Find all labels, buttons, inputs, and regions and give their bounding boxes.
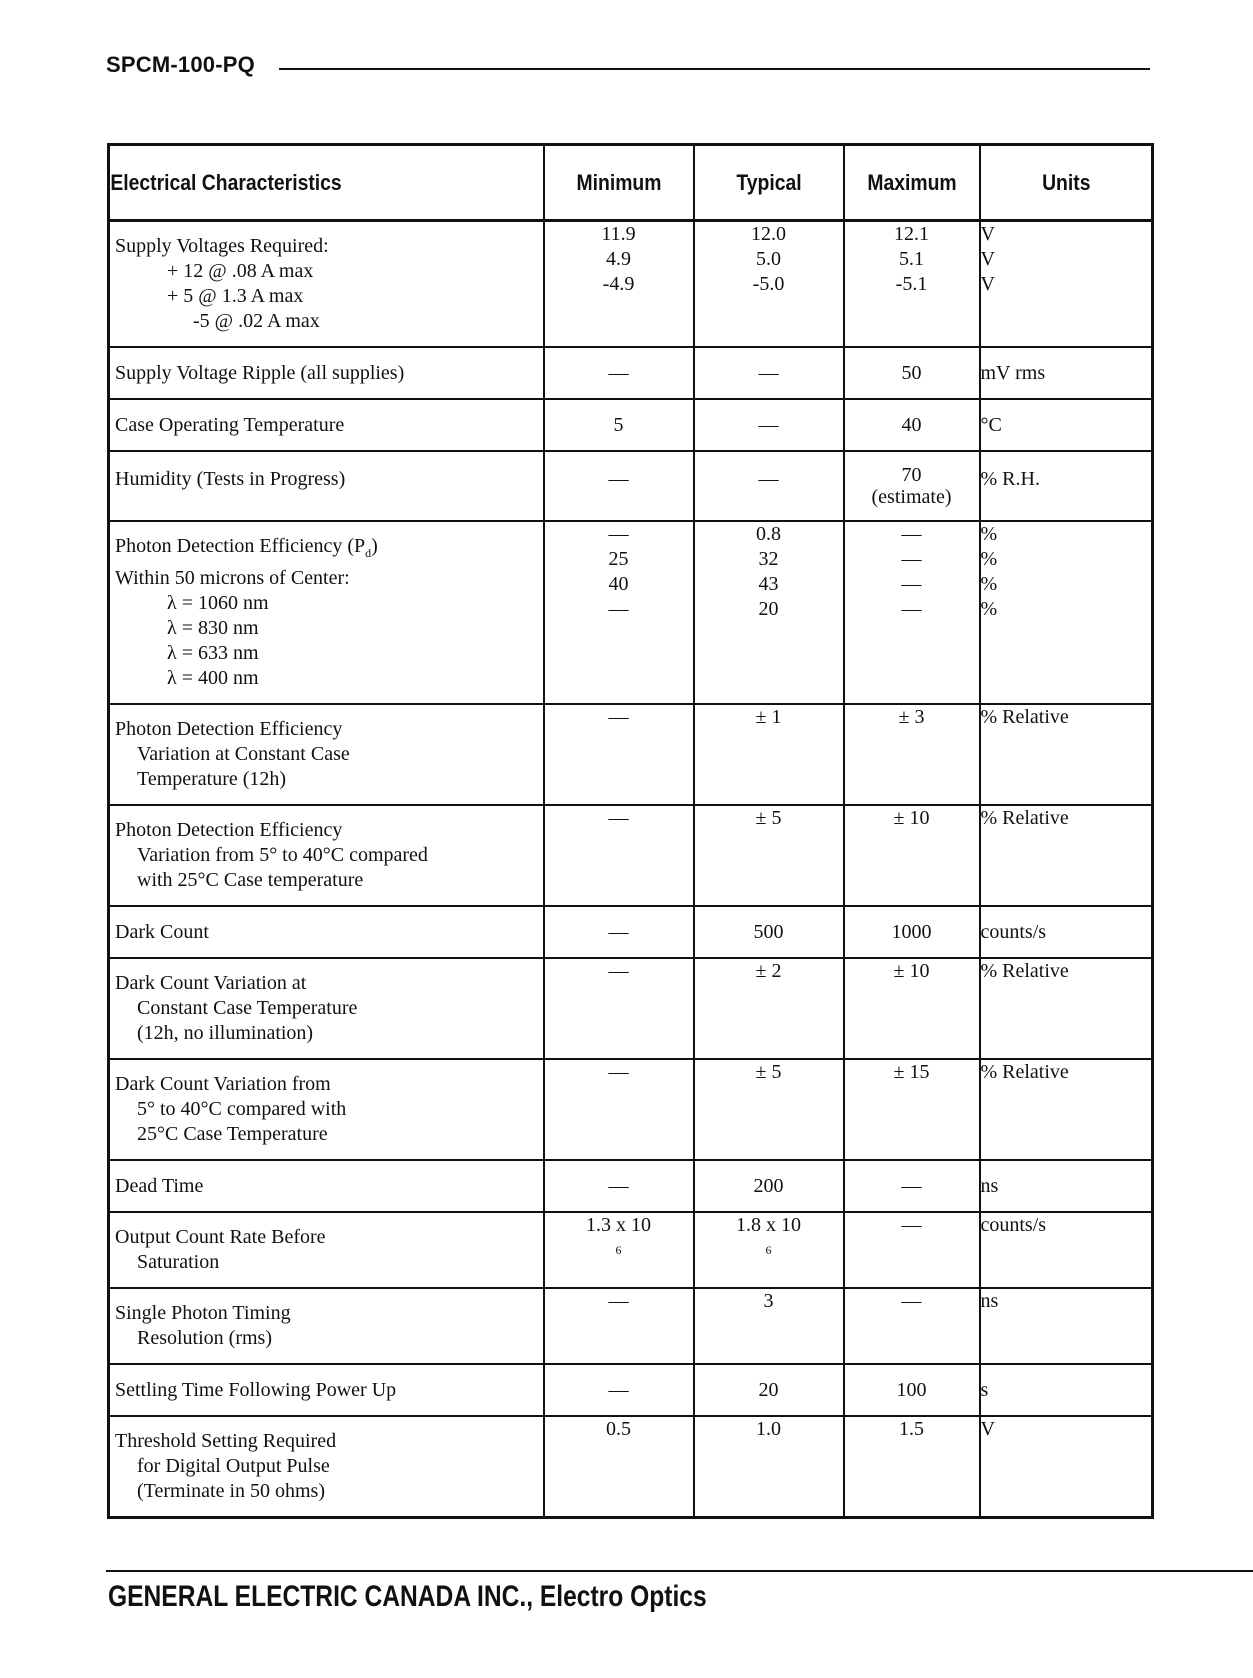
maximum-cell: 1000 xyxy=(844,906,980,958)
table-row xyxy=(109,1416,1153,1518)
page-header xyxy=(106,52,1150,78)
parameter-cell: Photon Detection Efficiency Variation from 5° to 40°C compared with 25°C Case temperature xyxy=(109,805,544,906)
table-row xyxy=(109,805,1153,906)
minimum-cell: 11.9 4.9 -4.9 xyxy=(544,221,694,348)
table-row xyxy=(109,906,1153,958)
maximum-cell: 100 xyxy=(844,1364,980,1416)
minimum-cell: — xyxy=(544,958,694,1059)
table-row xyxy=(109,958,1153,1059)
typical-cell: — xyxy=(694,399,844,451)
parameter-cell: Dead Time xyxy=(109,1160,544,1212)
typical-cell: 500 xyxy=(694,906,844,958)
footer-rule xyxy=(106,1570,1253,1572)
parameter-cell: Humidity (Tests in Progress) xyxy=(109,451,544,521)
table-row xyxy=(109,221,1153,348)
table-row xyxy=(109,1059,1153,1160)
units-cell: counts/s xyxy=(980,906,1153,958)
maximum-cell: — xyxy=(844,1288,980,1364)
typical-cell: ± 5 xyxy=(694,1059,844,1160)
column-header-units: Units xyxy=(990,145,1142,221)
units-cell: % Relative xyxy=(980,1059,1153,1160)
table-row xyxy=(109,1212,1153,1288)
parameter-cell: Photon Detection Efficiency Variation at Constant Case Temperature (12h) xyxy=(109,704,544,805)
typical-cell: 0.8 32 43 20 xyxy=(694,521,844,704)
minimum-cell: — xyxy=(544,906,694,958)
units-cell: ns xyxy=(980,1288,1153,1364)
units-cell: % Relative xyxy=(980,958,1153,1059)
maximum-cell: 50 xyxy=(844,347,980,399)
column-header-maximum: Maximum xyxy=(852,145,972,221)
typical-cell: 200 xyxy=(694,1160,844,1212)
minimum-cell: 1.3 x 10 $^6$ xyxy=(544,1212,694,1288)
company-footer: GENERAL ELECTRIC CANADA INC., Electro Optics xyxy=(108,1580,707,1613)
document-title: SPCM-100-PQ xyxy=(106,52,255,77)
parameter-cell: Photon Detection Efficiency $(P_d)$ Within 50 microns of Center: λ = 1060 nm λ = 830 nm λ = 633 nm λ = 400 nm xyxy=(109,521,544,704)
units-cell: % Relative xyxy=(980,704,1153,805)
parameter-cell: Single Photon Timing Resolution (rms) xyxy=(109,1288,544,1364)
minimum-cell: — xyxy=(544,1059,694,1160)
typical-cell: 12.0 5.0 -5.0 xyxy=(694,221,844,348)
units-cell: s xyxy=(980,1364,1153,1416)
parameter-cell: Supply Voltage Ripple (all supplies) xyxy=(109,347,544,399)
parameter-cell: Dark Count xyxy=(109,906,544,958)
minimum-cell: — xyxy=(544,805,694,906)
minimum-cell: — 25 40 — xyxy=(544,521,694,704)
maximum-cell: ± 10 xyxy=(844,805,980,906)
electrical-characteristics-table xyxy=(107,143,1154,1519)
header-rule xyxy=(279,68,1150,70)
table-row xyxy=(109,704,1153,805)
parameter-cell: Output Count Rate Before Saturation xyxy=(109,1212,544,1288)
maximum-cell: 12.1 5.1 -5.1 xyxy=(844,221,980,348)
table-row xyxy=(109,399,1153,451)
minimum-cell: — xyxy=(544,451,694,521)
table-row xyxy=(109,521,1153,704)
column-header-typical: Typical xyxy=(703,145,835,221)
table-row xyxy=(109,1288,1153,1364)
units-cell: mV rms xyxy=(980,347,1153,399)
units-cell: % % % % xyxy=(980,521,1153,704)
maximum-cell: — xyxy=(844,1212,980,1288)
maximum-cell: ± 15 xyxy=(844,1059,980,1160)
typical-cell: — xyxy=(694,347,844,399)
typical-cell: 1.0 xyxy=(694,1416,844,1518)
parameter-cell: Settling Time Following Power Up xyxy=(109,1364,544,1416)
parameter-cell: Dark Count Variation at Constant Case Temperature (12h, no illumination) xyxy=(109,958,544,1059)
units-cell: % R.H. xyxy=(980,451,1153,521)
table-row xyxy=(109,1364,1153,1416)
typical-cell: ± 2 xyxy=(694,958,844,1059)
typical-cell: 3 xyxy=(694,1288,844,1364)
typical-cell: 1.8 x 10 $^6$ xyxy=(694,1212,844,1288)
units-cell: counts/s xyxy=(980,1212,1153,1288)
units-cell: V V V xyxy=(980,221,1153,348)
table-row xyxy=(109,1160,1153,1212)
table-row xyxy=(109,451,1153,521)
maximum-cell: 70 (estimate) xyxy=(844,451,980,521)
typical-cell: — xyxy=(694,451,844,521)
table-row xyxy=(109,347,1153,399)
maximum-cell: 1.5 xyxy=(844,1416,980,1518)
typical-cell: ± 1 xyxy=(694,704,844,805)
maximum-cell: 40 xyxy=(844,399,980,451)
typical-cell: 20 xyxy=(694,1364,844,1416)
parameter-cell: Dark Count Variation from 5° to 40°C compared with 25°C Case Temperature xyxy=(109,1059,544,1160)
parameter-cell: Supply Voltages Required: + 12 @ .08 A max + 5 @ 1.3 A max -5 @ .02 A max xyxy=(109,221,544,348)
units-cell: °C xyxy=(980,399,1153,451)
units-cell: ns xyxy=(980,1160,1153,1212)
units-cell: % Relative xyxy=(980,805,1153,906)
parameter-cell: Case Operating Temperature xyxy=(109,399,544,451)
minimum-cell: — xyxy=(544,347,694,399)
minimum-cell: — xyxy=(544,1364,694,1416)
column-header-parameter: Electrical Characteristics xyxy=(109,145,492,221)
maximum-cell: — xyxy=(844,1160,980,1212)
maximum-cell: ± 10 xyxy=(844,958,980,1059)
minimum-cell: 5 xyxy=(544,399,694,451)
typical-cell: ± 5 xyxy=(694,805,844,906)
column-header-minimum: Minimum xyxy=(553,145,685,221)
minimum-cell: 0.5 xyxy=(544,1416,694,1518)
parameter-cell: Threshold Setting Required for Digital Output Pulse (Terminate in 50 ohms) xyxy=(109,1416,544,1518)
minimum-cell: — xyxy=(544,1160,694,1212)
minimum-cell: — xyxy=(544,704,694,805)
table-header-row xyxy=(109,145,1153,221)
maximum-cell: — — — — xyxy=(844,521,980,704)
maximum-cell: ± 3 xyxy=(844,704,980,805)
units-cell: V xyxy=(980,1416,1153,1518)
minimum-cell: — xyxy=(544,1288,694,1364)
